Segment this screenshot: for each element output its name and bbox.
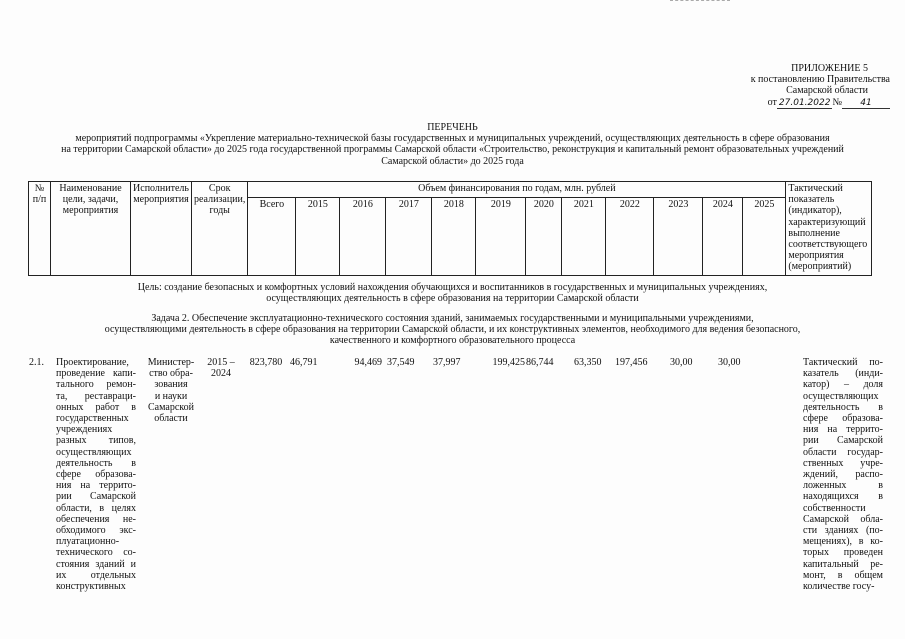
cell-line: онных работ в <box>56 401 136 413</box>
value-2023: 30,00 <box>670 357 693 368</box>
value-2022: 197,456 <box>615 357 648 368</box>
number-value: 41 <box>842 98 890 109</box>
cell-line: сфере образова- <box>803 413 883 425</box>
cell-line: учреждениях <box>56 424 113 436</box>
cell-line: 2015 – <box>207 357 235 368</box>
cell-line: осуществляющих <box>56 446 132 458</box>
finance-table-header <box>28 181 872 276</box>
row-number: 2.1. <box>29 357 44 368</box>
year-header: 2016 <box>340 198 386 276</box>
col-total-header: Всего <box>248 198 296 276</box>
row-indicator <box>803 357 883 592</box>
cell-line: сти зданиях (по- <box>803 525 883 537</box>
cell-line: деятельность в <box>803 401 883 413</box>
title-line-3: Самарской области» до 2025 года <box>381 155 524 167</box>
cell-line: 2024 <box>211 368 231 380</box>
cell-line: Проектирование, <box>56 357 129 368</box>
cell-line: зования <box>154 379 188 391</box>
row-term <box>202 357 240 379</box>
cell-line: обеспечения не- <box>56 513 136 525</box>
year-header: 2015 <box>296 198 340 276</box>
goal-line-1: Цель: создание безопасных и комфортных условий нахождения обучающихся и воспитанников в государственных и муниципальных учреждениях, <box>137 282 768 293</box>
cell-line: осуществляющих <box>803 390 879 402</box>
value-2018: 37,997 <box>433 357 461 368</box>
row-name <box>56 357 136 592</box>
cell-line: та, реставраци- <box>56 390 136 402</box>
cell-line: стояния зданий и <box>56 558 136 570</box>
cell-line: рии Самарской <box>56 491 136 503</box>
cell-line: области <box>154 413 188 425</box>
col-exec-header: Исполнитель мероприятия <box>131 182 192 276</box>
cell-line: их отдельных <box>56 569 136 581</box>
col-term-header: Срок реализации, годы <box>192 182 248 276</box>
cell-line: Тактический по- <box>803 357 883 368</box>
cell-line: и науки <box>154 390 188 402</box>
title-heading: ПЕРЕЧЕНЬ <box>427 122 478 133</box>
task-line-2: осуществляющими деятельность в сфере образования на территории Самарской области, и их конструктивных элементов, необходимого для ведения безопасного, <box>104 324 801 336</box>
value-2024: 30,00 <box>718 357 741 368</box>
title-line-1: мероприятий подпрограммы «Укрепление материально-технической базы государственных и муниципальных учреждений, осуществляющих деятельность в сфере образования <box>75 133 830 145</box>
cell-line: ния на террито- <box>56 480 136 492</box>
appendix-date-line <box>700 97 890 109</box>
value-2020: 86,744 <box>526 357 554 368</box>
cell-line: плуатационно- <box>56 536 120 548</box>
cell-line: Самарской <box>148 401 194 413</box>
cell-line: ния на террито- <box>803 424 883 436</box>
year-header: 2022 <box>606 198 654 276</box>
cell-line: казатель (инди- <box>803 368 883 380</box>
cell-line: деятельность в <box>56 457 136 469</box>
appendix-number: ПРИЛОЖЕНИЕ 5 <box>791 63 868 74</box>
value-2019: 199,425 <box>492 357 525 368</box>
col-num-header: № п/п <box>29 182 51 276</box>
cell-line: сфере образова- <box>56 469 136 481</box>
cell-line: количестве госу- <box>803 581 875 593</box>
cell-line: ственных учре- <box>803 457 883 469</box>
task-line-3: качественного и комфортного образовательного процесса <box>329 335 576 347</box>
cell-line: капитальный ре- <box>803 558 883 570</box>
date-prefix: от <box>767 96 777 108</box>
col-name-header: Наименование цели, задачи, мероприятия <box>51 182 131 276</box>
cell-line: технического со- <box>56 547 136 559</box>
cell-line: ство обра- <box>149 368 193 380</box>
task-line-1: Задача 2. Обеспечение эксплуатационно-технического состояния зданий, занимаемых государственными и муниципальными учреждениями, <box>151 313 754 324</box>
document-title <box>0 122 905 167</box>
goal-line-2: осуществляющих деятельность в сфере образования на территории Самарской области <box>266 293 639 305</box>
cell-line: монт, в общем <box>803 569 883 581</box>
col-finance-header: Объем финансирования по годам, млн. рублей <box>248 182 786 198</box>
title-line-2: на территории Самарской области» до 2025 года государственной программы Самарской области «Строительство, реконструкция и капитальный ремонт образовательных учреждений <box>61 144 844 156</box>
number-prefix: № <box>832 96 842 108</box>
cell-line: обходимого экс- <box>56 525 136 537</box>
appendix-region: Самарской области <box>786 85 868 97</box>
cell-line: области, в целях <box>56 502 136 514</box>
goal-statement <box>0 282 905 304</box>
cell-line: разных типов, <box>56 435 136 447</box>
cell-line: тального ремон- <box>56 379 136 391</box>
cell-line: государственных <box>56 413 129 425</box>
row-executor <box>142 357 200 424</box>
table-row <box>0 357 905 627</box>
task-statement <box>0 313 905 347</box>
cell-line: рии Самарской <box>803 435 883 447</box>
cell-line: торых проведен <box>803 547 883 559</box>
scan-artifact <box>670 0 730 3</box>
year-header: 2024 <box>703 198 743 276</box>
year-header: 2017 <box>386 198 432 276</box>
cell-line: Самарской обла- <box>803 513 883 525</box>
cell-line: ложенных в <box>803 480 883 492</box>
year-header: 2019 <box>476 198 526 276</box>
year-header: 2020 <box>526 198 562 276</box>
cell-line: проведение капи- <box>56 368 136 380</box>
cell-line: находящихся в <box>803 491 883 503</box>
cell-line: области государ- <box>803 446 883 458</box>
cell-line: ждений, распо- <box>803 469 883 481</box>
cell-line: Министер- <box>147 357 195 368</box>
appendix-resolution: к постановлению Правительства <box>750 74 890 86</box>
value-2017: 37,549 <box>387 357 415 368</box>
year-header: 2025 <box>743 198 786 276</box>
col-indicator-header: Тактический показатель (индикатор), характеризующий выполнение соответствующего мероприятия (мероприятий) <box>786 182 872 276</box>
value-2021: 63,350 <box>574 357 602 368</box>
appendix-block <box>700 63 890 109</box>
date-value: 27.01.2022 <box>778 97 831 108</box>
cell-line: конструктивных <box>56 581 126 593</box>
cell-line: собственности <box>803 502 866 514</box>
year-header: 2021 <box>562 198 606 276</box>
value-2015: 46,791 <box>290 357 318 368</box>
cell-line: катор) – доля <box>803 379 883 391</box>
year-header: 2023 <box>654 198 703 276</box>
value-2016: 94,469 <box>354 357 382 368</box>
year-header: 2018 <box>432 198 476 276</box>
cell-line: мещениях), в ко- <box>803 536 883 548</box>
row-total: 823,780 <box>249 357 283 368</box>
